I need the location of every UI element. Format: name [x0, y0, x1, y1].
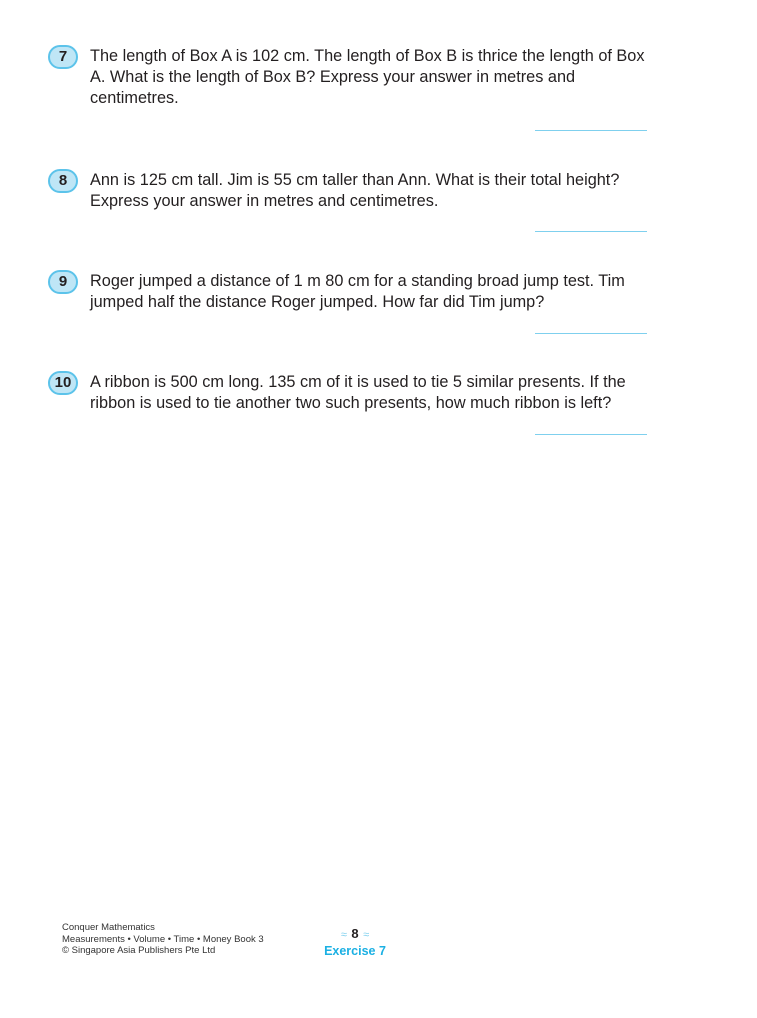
answer-line[interactable]: [535, 130, 647, 131]
exercise-label: Exercise 7: [324, 944, 386, 958]
question-number-badge: 9: [48, 270, 78, 294]
answer-line[interactable]: [535, 333, 647, 334]
copyright: © Singapore Asia Publishers Pte Ltd: [62, 945, 216, 956]
question-text: Ann is 125 cm tall. Jim is 55 cm taller than Ann. What is their total height? Express your answer in metres and centimetres.: [90, 171, 620, 210]
question-text: The length of Box A is 102 cm. The length of Box B is thrice the length of Box A. What is the length of Box B? Express your answer in metres and centimetres.: [90, 47, 645, 107]
book-title: Measurements • Volume • Time • Money Book 3: [62, 933, 264, 945]
leaf-left-icon: ≈: [340, 929, 347, 941]
page-indicator: [320, 925, 390, 958]
footer-publisher-info: [62, 922, 264, 957]
answer-line[interactable]: [535, 434, 647, 435]
question-number-badge: 8: [48, 169, 78, 193]
question-number-badge: 10: [48, 371, 78, 395]
question-text: Roger jumped a distance of 1 m 80 cm for a standing broad jump test. Tim jumped half the distance Roger jumped. How far did Tim jump?: [90, 272, 625, 311]
question-text: A ribbon is 500 cm long. 135 cm of it is used to tie 5 similar presents. If the ribbon is used to tie another two such presents, how much ribbon is left?: [90, 373, 626, 412]
page-number: 8: [351, 926, 359, 941]
leaf-right-icon: ≈: [363, 929, 370, 941]
book-series: Conquer Mathematics: [62, 922, 155, 933]
question-number-badge: 7: [48, 45, 78, 69]
answer-line[interactable]: [535, 231, 647, 232]
